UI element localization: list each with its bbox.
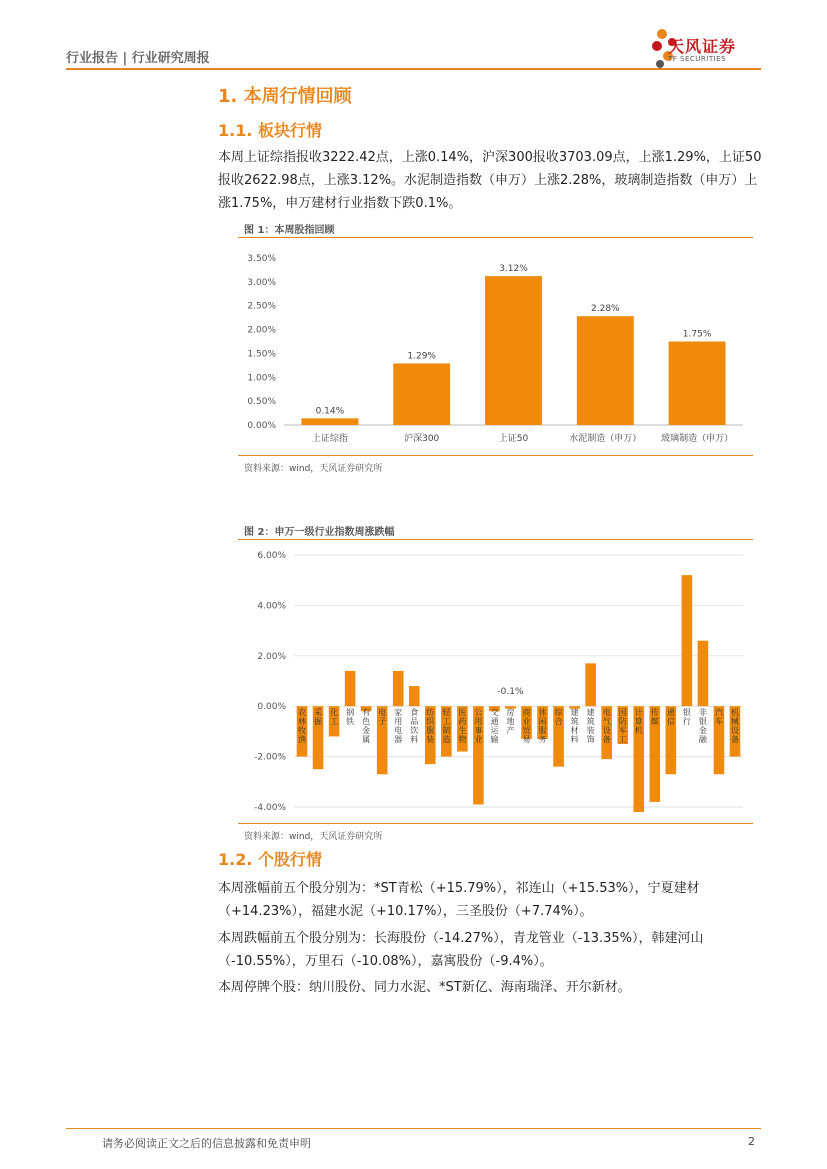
x-tick-label: 轻工制造: [442, 708, 451, 745]
data-label: 0.14%: [315, 406, 345, 417]
footer-divider: [66, 1128, 761, 1129]
x-tick-label: 水泥制造（申万）: [569, 434, 642, 444]
page-number: 2: [748, 1135, 755, 1148]
x-tick-label: 房地产: [506, 708, 515, 736]
y-tick-label: 0.50%: [247, 397, 276, 408]
x-tick-label: 上证综指: [311, 434, 348, 444]
logo-subtitle: TF SECURITIES: [668, 55, 727, 63]
y-tick-label: 2.00%: [247, 325, 276, 336]
x-tick-label: 建筑材料: [570, 708, 579, 745]
bar: [682, 575, 693, 706]
x-tick-label: 商业贸易: [522, 708, 531, 745]
data-label: 1.29%: [407, 351, 436, 362]
figure1-top-rule: [238, 237, 753, 238]
data-label: -0.1%: [497, 687, 524, 698]
losers-paragraph: 本周跌幅前五个股分别为：长海股份（-14.27%），青龙管业（-13.35%），韩建河山（-10.55%），万里石（-10.08%），嘉寓股份（-9.4%）。: [218, 931, 704, 969]
figure1-bottom-rule: [238, 455, 753, 456]
x-tick-label: 汽车: [714, 708, 723, 727]
x-tick-label: 国防军工: [618, 708, 627, 745]
footer-disclaimer: 请务必阅读正文之后的信息披露和免责申明: [102, 1137, 311, 1150]
figure2-top-rule: [238, 539, 753, 540]
y-tick-label: 1.00%: [247, 373, 276, 384]
bar: [698, 641, 709, 707]
bar: [585, 663, 596, 706]
bar: [669, 342, 726, 426]
x-tick-label: 通信: [666, 708, 675, 727]
bar: [393, 671, 404, 706]
x-tick-label: 家用电器: [394, 708, 403, 745]
x-tick-label: 食品饮料: [410, 708, 419, 745]
data-label: 3.12%: [499, 264, 528, 275]
x-tick-label: 电气设备: [602, 708, 611, 745]
figure2-bottom-rule: [238, 823, 753, 824]
x-tick-label: 交通运输: [490, 708, 499, 745]
figure1-title: 图 1：本周股指回顾: [244, 225, 335, 236]
x-tick-label: 玻璃制造（申万）: [661, 434, 734, 444]
bar: [485, 276, 542, 425]
subsection-heading-sector: 1.1. 板块行情: [218, 121, 322, 140]
gainers-paragraph: 本周涨幅前五个股分别为：*ST青松（+15.79%），祁连山（+15.53%），宁夏建材（+14.23%），福建水泥（+10.17%），三圣股份（+7.74%）。: [218, 881, 700, 919]
x-tick-label: 农林牧渔: [298, 708, 307, 745]
y-tick-label: 1.50%: [247, 349, 276, 360]
y-tick-label: 2.50%: [247, 301, 276, 312]
y-tick-label: 3.50%: [247, 254, 276, 264]
data-label: 1.75%: [682, 329, 712, 340]
x-tick-label: 建筑装饰: [586, 708, 595, 745]
x-tick-label: 银行: [682, 708, 691, 727]
figure2-title: 图 2：申万一级行业指数周涨跌幅: [244, 527, 395, 538]
industry-bar-chart: [238, 542, 753, 822]
x-tick-label: 机械设备: [730, 708, 739, 745]
y-tick-label: -2.00%: [254, 752, 286, 763]
y-tick-label: 6.00%: [257, 551, 286, 561]
bar: [301, 418, 358, 425]
x-tick-label: 化工: [330, 708, 339, 727]
x-tick-label: 计算机: [634, 708, 643, 736]
figure1-source: 资料来源：wind，天风证券研究所: [244, 464, 383, 474]
x-tick-label: 有色金属: [362, 708, 371, 745]
bar: [409, 686, 420, 706]
x-tick-label: 医药生物: [458, 708, 467, 745]
x-tick-label: 钢铁: [346, 708, 355, 727]
x-tick-label: 采掘: [314, 708, 323, 727]
x-tick-label: 休闲服务: [538, 708, 547, 745]
x-tick-label: 公用事业: [474, 708, 483, 745]
data-label: 2.28%: [591, 304, 620, 315]
logo-name: 天风证券: [668, 37, 737, 56]
y-tick-label: 4.00%: [257, 601, 286, 612]
x-tick-label: 综合: [554, 708, 563, 727]
y-tick-label: 0.00%: [257, 702, 286, 713]
bar: [345, 671, 356, 706]
y-tick-label: 0.00%: [247, 421, 276, 431]
bar: [577, 316, 634, 425]
x-tick-label: 传媒: [650, 708, 659, 727]
figure2-source: 资料来源：wind，天风证券研究所: [244, 832, 383, 842]
market-paragraph: 本周上证综指报收3222.42点，上涨0.14%，沪深300报收3703.09点，上涨1.29%，上证50报收2622.98点，上涨3.12%。水泥制造指数（申万）上涨2.28%，玻璃制造指数（申万）上涨1.75%，申万建材行业指数下跌0.1%。: [218, 150, 762, 211]
section-heading: 1. 本周行情回顾: [218, 86, 352, 107]
x-tick-label: 电子: [378, 708, 387, 727]
y-tick-label: 3.00%: [247, 277, 276, 288]
subsection-heading-stocks: 1.2. 个股行情: [218, 850, 322, 869]
x-tick-label: 纺织服装: [426, 708, 435, 745]
suspended-paragraph: 本周停牌个股：纳川股份、同力水泥、*ST新亿、海南瑞泽、开尔新材。: [218, 980, 631, 995]
x-tick-label: 沪深300: [404, 434, 440, 444]
index-bar-chart: [238, 240, 753, 452]
y-tick-label: 2.00%: [257, 651, 286, 662]
x-tick-label: 上证50: [498, 434, 529, 444]
x-tick-label: 非银金融: [698, 708, 707, 745]
bar: [393, 363, 450, 425]
header-title: 行业报告 | 行业研究周报: [66, 51, 210, 66]
y-tick-label: -4.00%: [254, 803, 286, 813]
